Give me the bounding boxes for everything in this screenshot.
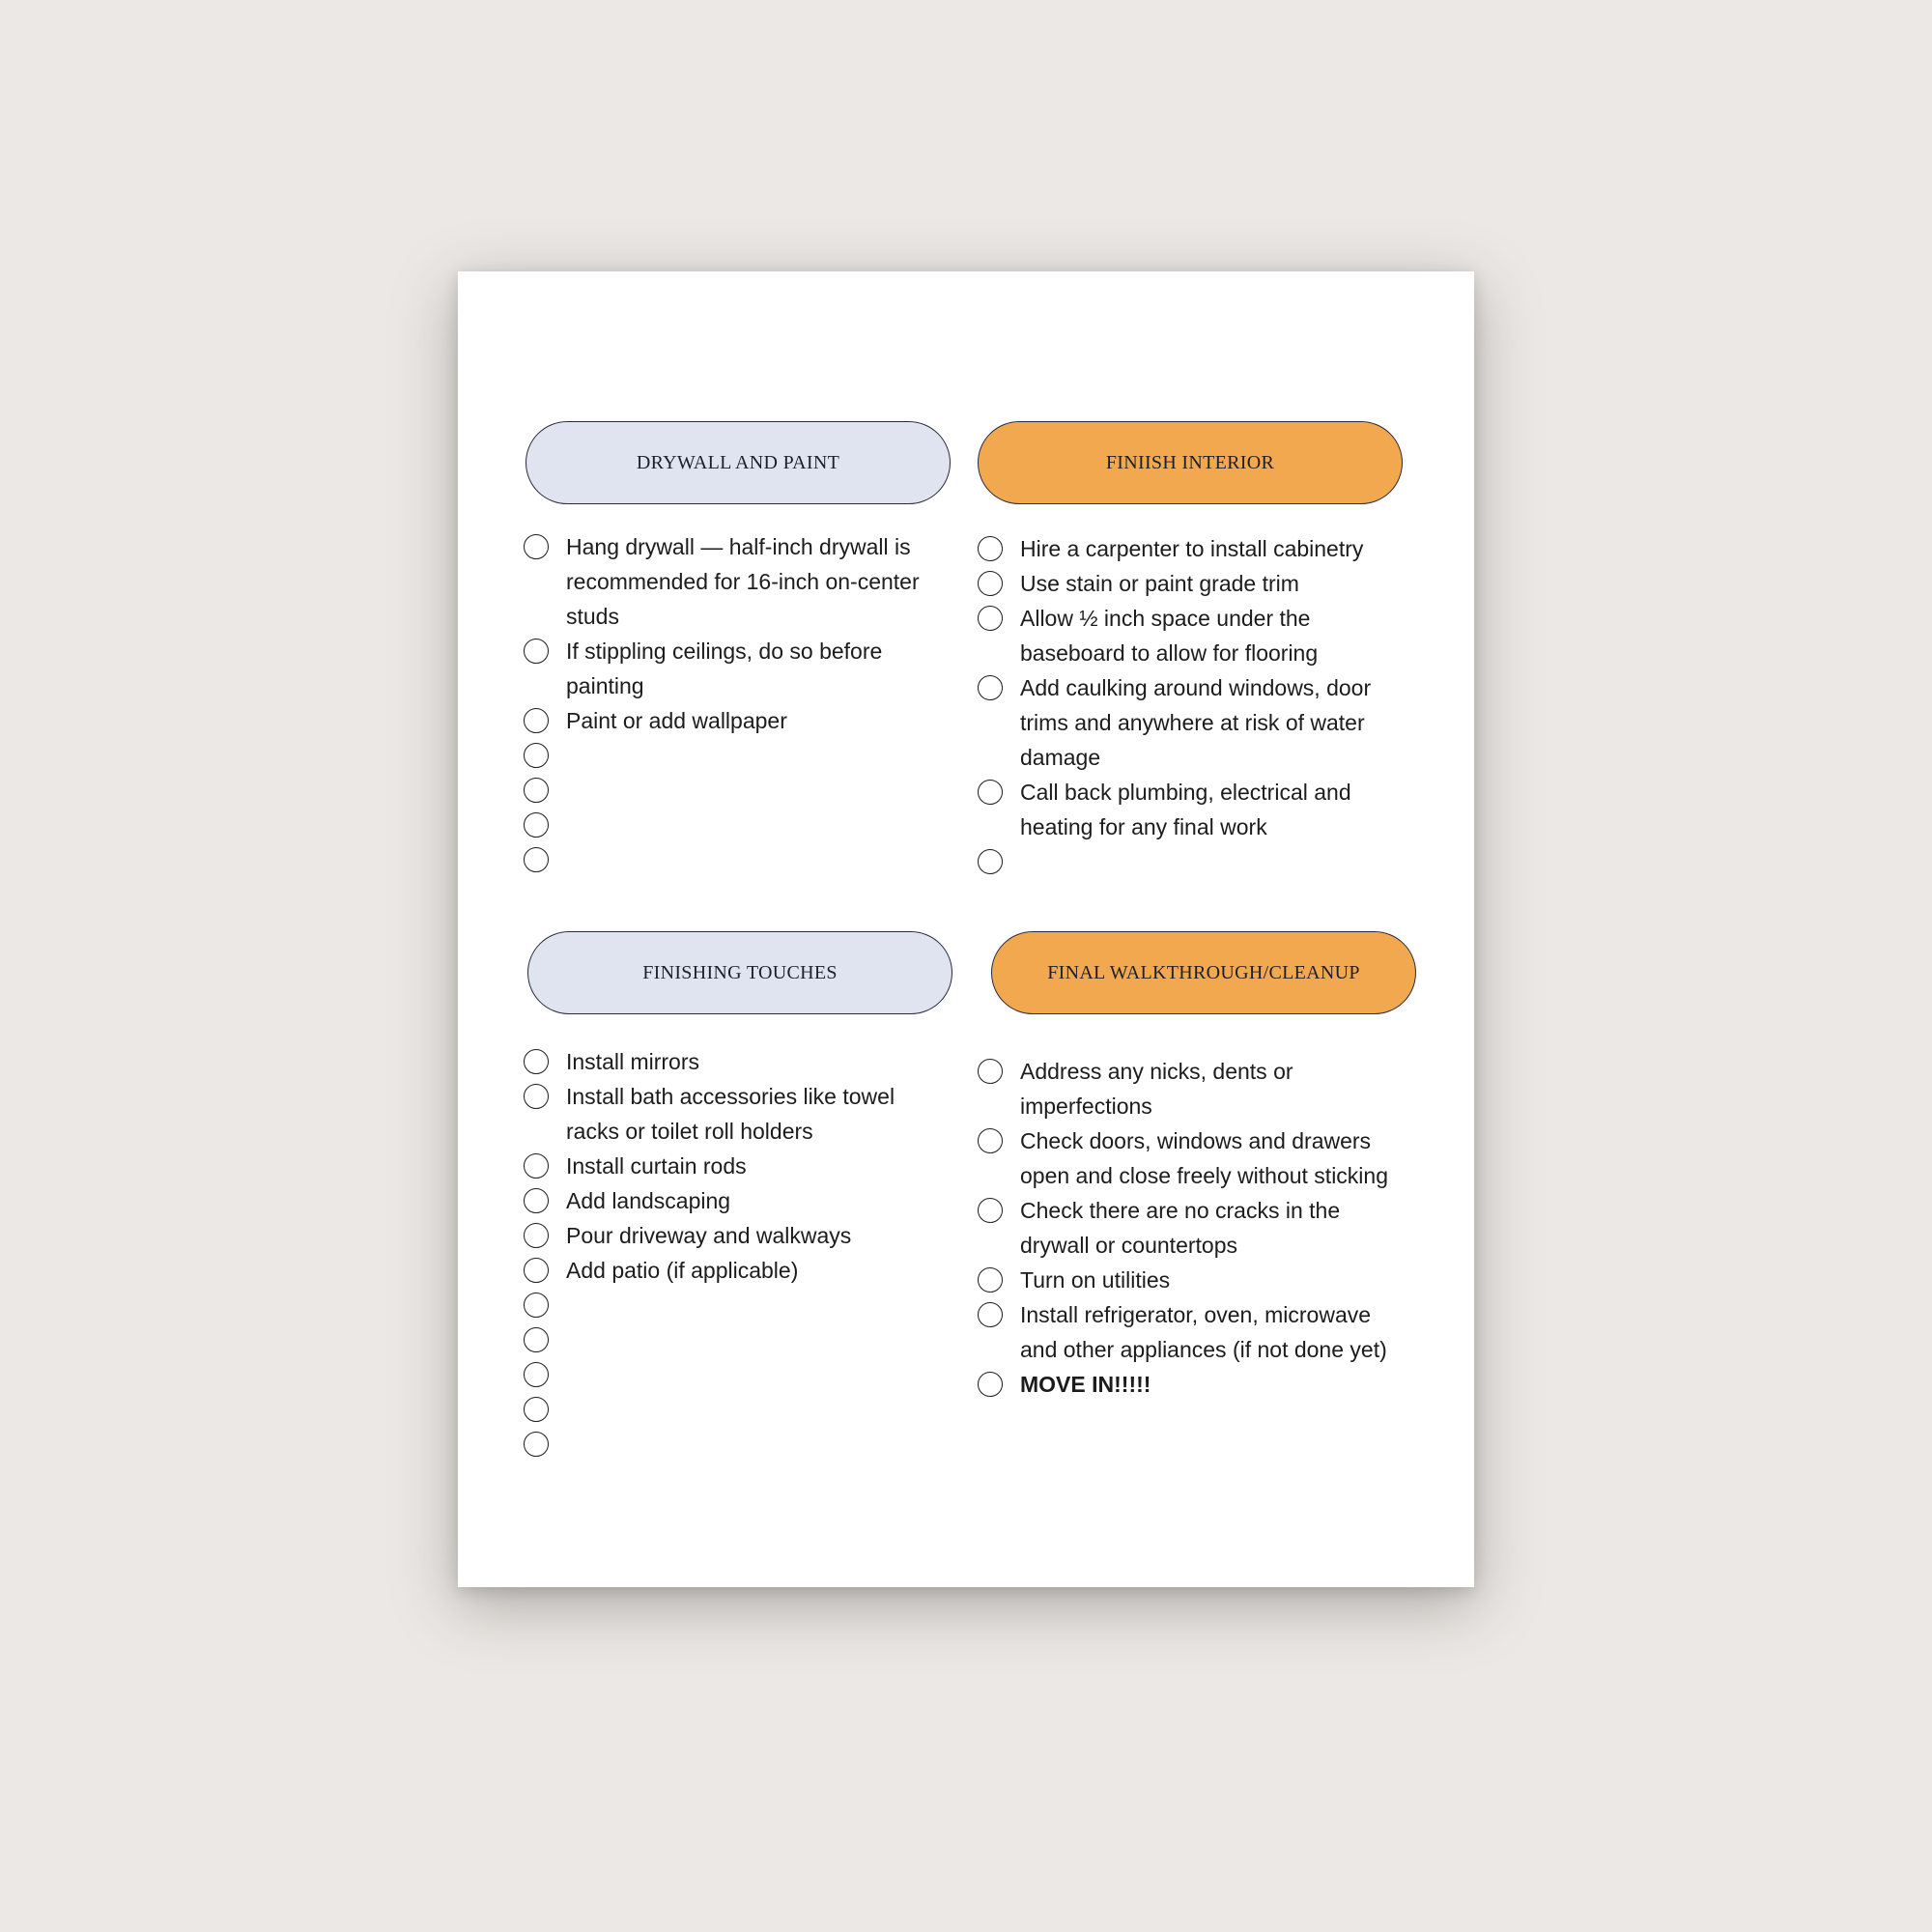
checklist-item-text: Check doors, windows and drawers open and close freely without sticking [1020,1128,1388,1188]
section-title: FINIISH INTERIOR [1105,451,1275,473]
checklist [978,1054,1405,1402]
checklist-item-text: Allow ½ inch space under the baseboard to allow for flooring [1020,606,1319,666]
checklist-item-text: Hang drywall — half-inch drywall is recommended for 16-inch on-center studs [566,534,920,629]
checkbox-circle[interactable] [524,534,549,559]
checklist-item-text: Pour driveway and walkways [566,1223,852,1248]
checklist-item-text: Add landscaping [566,1188,731,1213]
checkbox-circle[interactable] [524,1084,549,1109]
checklist-item [524,1288,951,1322]
checkbox-circle[interactable] [524,847,549,872]
checklist [524,1044,951,1462]
section-title: FINISHING TOUCHES [642,961,838,983]
checklist-item-text: Turn on utilities [1020,1267,1171,1293]
checklist-item [524,1253,951,1288]
checklist-item [524,1044,951,1079]
section-header-pill [526,421,951,504]
checklist-item [978,1054,1405,1123]
checkbox-circle[interactable] [524,1223,549,1248]
checklist-item [524,1218,951,1253]
checklist-item-text: Hire a carpenter to install cabinetry [1020,536,1364,561]
checkbox-circle[interactable] [524,1327,549,1352]
checkbox-circle[interactable] [524,1362,549,1387]
checkbox-circle[interactable] [978,571,1003,596]
checkbox-circle[interactable] [524,812,549,838]
checkbox-circle[interactable] [978,1302,1003,1327]
checklist-item [524,1427,951,1462]
checkbox-circle[interactable] [524,1293,549,1318]
checklist-item-text: Add caulking around windows, door trims and anywhere at risk of water damage [1020,675,1372,770]
checkbox-circle[interactable] [524,1432,549,1457]
checklist-item-text: Install refrigerator, oven, microwave and other appliances (if not done yet) [1020,1302,1387,1362]
checkbox-circle[interactable] [978,1372,1003,1397]
checklist [524,529,951,877]
section-header-pill [527,931,952,1014]
checklist-item-text: Paint or add wallpaper [566,708,787,733]
checkbox-circle[interactable] [978,1128,1003,1153]
checkbox-circle[interactable] [978,780,1003,805]
checkbox-circle[interactable] [524,1258,549,1283]
checkbox-circle[interactable] [524,1049,549,1074]
checklist-item-text: Call back plumbing, electrical and heating for any final work [1020,780,1351,839]
checklist-item [524,808,951,842]
checkbox-circle[interactable] [978,849,1003,874]
checklist-item-text: Install mirrors [566,1049,700,1074]
checklist-item [524,1357,951,1392]
checkbox-circle[interactable] [978,1198,1003,1223]
checklist-item [524,1183,951,1218]
checklist-item [978,531,1405,566]
section-header-pill [991,931,1416,1014]
checklist [978,531,1405,879]
checklist-item [978,566,1405,601]
checklist-item [978,775,1405,844]
section-finish-interior [978,421,1405,879]
checkbox-circle[interactable] [524,1188,549,1213]
checklist-item-text: If stippling ceilings, do so before painting [566,639,883,698]
checklist-item [524,842,951,877]
checkbox-circle[interactable] [524,1153,549,1179]
checklist-item [978,670,1405,775]
checklist-item [524,1079,951,1149]
checkbox-circle[interactable] [524,1397,549,1422]
section-title: FINAL WALKTHROUGH/CLEANUP [1047,961,1360,983]
section-finishing-touches [527,931,954,1462]
checklist-item-text: Install curtain rods [566,1153,747,1179]
checklist-item [978,844,1405,879]
checkbox-circle[interactable] [978,1267,1003,1293]
checklist-item [978,1367,1405,1402]
checklist-item [978,1297,1405,1367]
checklist-item [524,1392,951,1427]
checklist-item-text: Add patio (if applicable) [566,1258,799,1283]
checkbox-circle[interactable] [524,743,549,768]
checklist-item [978,1193,1405,1263]
section-final-walkthrough-cleanup [991,931,1418,1402]
checklist-item [524,634,951,703]
checkbox-circle[interactable] [524,639,549,664]
checklist-page [458,271,1474,1587]
checklist-item [524,738,951,773]
checklist-item [524,773,951,808]
checklist-item-text: Install bath accessories like towel racks or toilet roll holders [566,1084,895,1144]
checkbox-circle[interactable] [524,778,549,803]
section-header-pill [978,421,1403,504]
checkbox-circle[interactable] [978,606,1003,631]
section-drywall-and-paint [526,421,952,877]
checklist-item [524,703,951,738]
checklist-item-text: Use stain or paint grade trim [1020,571,1299,596]
checkbox-circle[interactable] [978,536,1003,561]
checklist-item [524,1149,951,1183]
checklist-item [978,601,1405,670]
checkbox-circle[interactable] [978,1059,1003,1084]
checkbox-circle[interactable] [978,675,1003,700]
checklist-item [978,1123,1405,1193]
checklist-item [524,1322,951,1357]
section-title: DRYWALL AND PAINT [636,451,840,473]
checklist-item-text: Check there are no cracks in the drywall or countertops [1020,1198,1341,1258]
checklist-item-text: Address any nicks, dents or imperfections [1020,1059,1293,1119]
checkbox-circle[interactable] [524,708,549,733]
checklist-item-text: MOVE IN!!!!! [1020,1372,1151,1397]
checklist-item [524,529,951,634]
checklist-item [978,1263,1405,1297]
